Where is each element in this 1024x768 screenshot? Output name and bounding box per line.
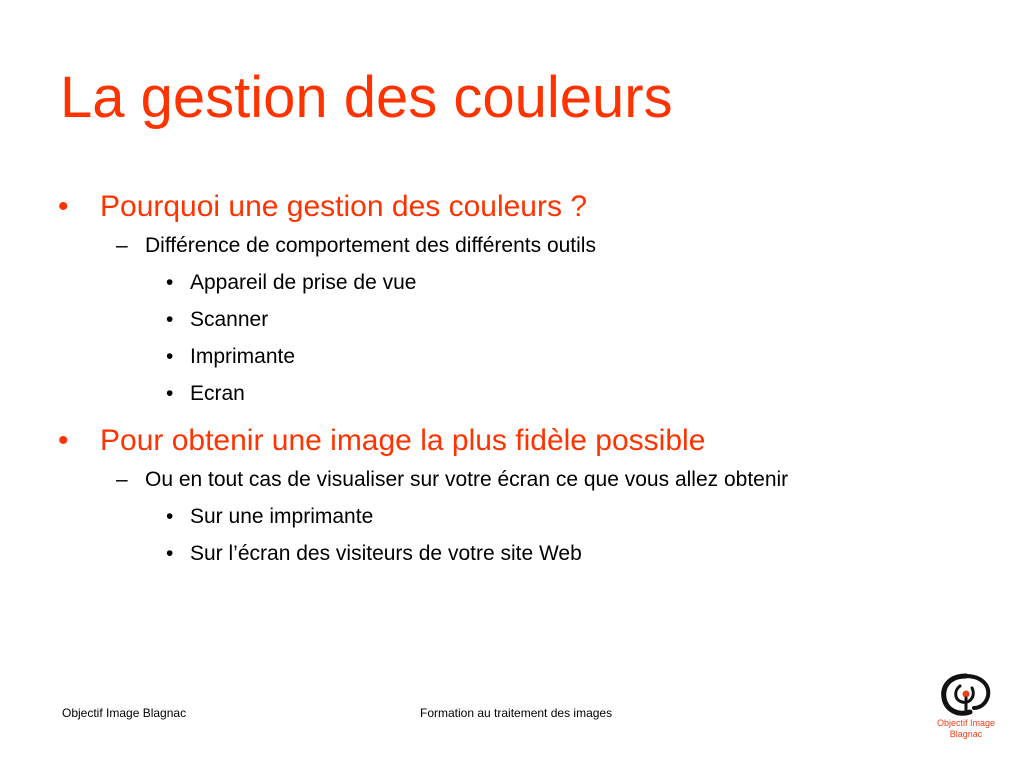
logo-text-line2: Blagnac [949, 729, 983, 739]
slide-title: La gestion des couleurs [60, 65, 673, 130]
list-item [56, 538, 996, 570]
footer-organization: Objectif Image Blagnac [62, 706, 187, 720]
bullet-marker: • [166, 505, 174, 528]
bullet-marker: • [166, 345, 174, 368]
list-item [56, 378, 996, 410]
list-item [56, 304, 996, 336]
objectif-image-logo-icon [936, 672, 996, 718]
organization-logo [926, 672, 1006, 744]
list-item-text: Sur une imprimante [190, 505, 374, 528]
list-item-text: Scanner [190, 308, 269, 331]
dash-marker: – [116, 468, 128, 491]
slide-content [56, 186, 996, 570]
bullet-marker: • [166, 542, 174, 565]
bullet-marker: • [58, 424, 69, 457]
list-item-text: Appareil de prise de vue [190, 271, 417, 294]
footer-course-title: Formation au traitement des images [420, 706, 613, 720]
section-heading-text: Pourquoi une gestion des couleurs ? [100, 190, 588, 223]
list-item-text: Imprimante [190, 345, 296, 368]
bullet-marker: • [166, 382, 174, 405]
list-item-text: Sur l’écran des visiteurs de votre site Web [190, 542, 582, 565]
bullet-marker: • [58, 190, 69, 223]
sub-point [56, 464, 996, 496]
bullet-marker: • [166, 271, 174, 294]
sub-point [56, 230, 996, 262]
sub-point-text: Ou en tout cas de visualiser sur votre écran ce que vous allez obtenir [145, 468, 789, 491]
list-item [56, 341, 996, 373]
logo-text-line1: Objectif Image [936, 718, 996, 728]
section-heading-text: Pour obtenir une image la plus fidèle possible [100, 424, 706, 457]
spacer [56, 410, 996, 420]
list-item [56, 501, 996, 533]
section-heading-2 [56, 420, 996, 462]
dash-marker: – [116, 234, 128, 257]
bullet-marker: • [166, 308, 174, 331]
list-item [56, 267, 996, 299]
list-item-text: Ecran [190, 382, 245, 405]
sub-point-text: Différence de comportement des différents outils [145, 234, 596, 257]
section-heading-1 [56, 186, 996, 228]
